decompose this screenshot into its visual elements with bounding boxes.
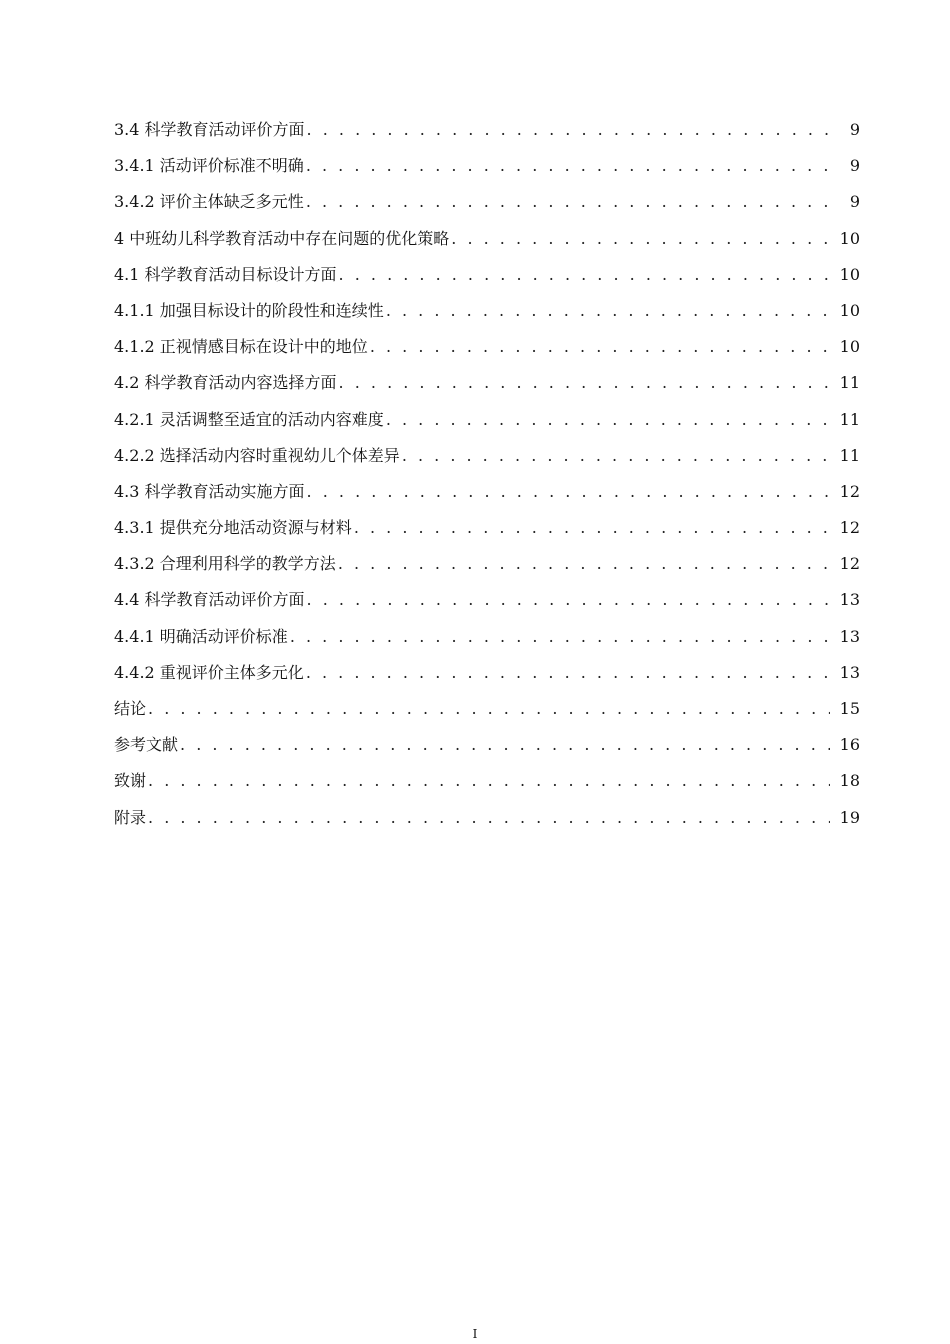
toc-entry[interactable]: [114, 695, 860, 731]
page-number: I: [472, 1327, 478, 1341]
toc-entry[interactable]: [114, 623, 860, 659]
toc-entry-page: 9: [849, 120, 860, 139]
toc-entry-page: 12: [839, 518, 860, 538]
toc-entry-title: 3.4 科学教育活动评价方面: [114, 120, 305, 139]
table-of-contents: [114, 116, 860, 840]
toc-entry-page: 11: [839, 373, 860, 393]
toc-entry-title: 4.3.1 提供充分地活动资源与材料: [114, 518, 352, 538]
toc-entry[interactable]: [114, 804, 860, 840]
toc-dot-leader: [306, 659, 830, 687]
toc-entry[interactable]: [114, 550, 860, 586]
toc-dot-leader: [402, 442, 830, 470]
toc-dot-leader: [306, 152, 840, 180]
toc-dot-leader: [148, 804, 830, 832]
toc-entry-page: 9: [849, 192, 860, 212]
toc-entry-page: 11: [839, 445, 860, 465]
toc-entry-title: 4.2.1 灵活调整至适宜的活动内容难度: [114, 409, 384, 429]
toc-entry-title: 4.1.1 加强目标设计的阶段性和连续性: [114, 300, 384, 320]
toc-entry[interactable]: [114, 333, 860, 369]
toc-entry[interactable]: [114, 225, 860, 261]
toc-dot-leader: [307, 478, 830, 506]
toc-entry-title: 4.1.2 正视情感目标在设计中的地位: [114, 337, 368, 357]
toc-dot-leader: [386, 297, 830, 325]
toc-dot-leader: [451, 225, 830, 253]
toc-dot-leader: [386, 406, 830, 434]
toc-entry[interactable]: [114, 514, 860, 550]
toc-entry[interactable]: [114, 478, 860, 514]
toc-entry-page: 19: [839, 807, 860, 827]
toc-entry-title: 4.4.1 明确活动评价标准: [114, 626, 288, 646]
toc-dot-leader: [307, 586, 830, 614]
toc-entry[interactable]: [114, 442, 860, 478]
toc-entry-page: 10: [839, 300, 860, 320]
toc-entry[interactable]: [114, 369, 860, 405]
toc-dot-leader: [338, 550, 830, 578]
toc-entry-page: 10: [839, 264, 860, 284]
toc-dot-leader: [180, 731, 830, 759]
toc-dot-leader: [306, 188, 840, 216]
toc-entry-title: 4 中班幼儿科学教育活动中存在问题的优化策略: [114, 228, 450, 248]
toc-entry-page: 13: [839, 590, 860, 610]
toc-entry[interactable]: [114, 261, 860, 297]
toc-entry[interactable]: [114, 659, 860, 695]
toc-dot-leader: [307, 116, 840, 144]
toc-dot-leader: [339, 369, 830, 397]
toc-dot-leader: [354, 514, 830, 542]
toc-entry-title: 4.4.2 重视评价主体多元化: [114, 662, 304, 682]
toc-entry-title: 3.4.1 活动评价标准不明确: [114, 156, 304, 176]
toc-dot-leader: [339, 261, 830, 289]
toc-entry[interactable]: [114, 586, 860, 622]
toc-entry-page: 10: [839, 228, 860, 248]
toc-entry-title: 4.2 科学教育活动内容选择方面: [114, 373, 337, 393]
toc-dot-leader: [148, 767, 830, 795]
toc-entry-title: 参考文献: [114, 735, 179, 755]
toc-entry-page: 16: [839, 735, 860, 755]
toc-entry[interactable]: [114, 767, 860, 803]
toc-entry-page: 11: [839, 409, 860, 429]
toc-entry-title: 4.4 科学教育活动评价方面: [114, 590, 305, 610]
toc-entry[interactable]: [114, 406, 860, 442]
toc-entry-page: 13: [839, 626, 860, 646]
toc-entry-title: 4.3 科学教育活动实施方面: [114, 481, 305, 501]
toc-entry-title: 结论: [114, 699, 147, 718]
toc-entry-title: 4.3.2 合理利用科学的教学方法: [114, 554, 336, 574]
toc-entry-title: 4.1 科学教育活动目标设计方面: [114, 264, 337, 284]
toc-entry-title: 附录: [114, 807, 147, 827]
toc-dot-leader: [148, 695, 830, 723]
toc-entry-page: 9: [849, 156, 860, 176]
toc-entry-page: 18: [839, 771, 860, 791]
toc-entry-title: 致谢: [114, 771, 147, 791]
toc-entry[interactable]: [114, 152, 860, 188]
toc-entry-page: 12: [839, 554, 860, 574]
toc-entry[interactable]: [114, 297, 860, 333]
toc-entry-page: 10: [839, 337, 860, 357]
toc-entry[interactable]: [114, 116, 860, 152]
toc-entry-page: 13: [839, 662, 860, 682]
toc-dot-leader: [370, 333, 830, 361]
toc-entry-page: 15: [839, 699, 860, 718]
toc-entry[interactable]: [114, 188, 860, 224]
toc-entry-title: 3.4.2 评价主体缺乏多元性: [114, 192, 304, 212]
toc-entry-page: 12: [839, 481, 860, 501]
toc-entry[interactable]: [114, 731, 860, 767]
toc-dot-leader: [290, 623, 830, 651]
toc-entry-title: 4.2.2 选择活动内容时重视幼儿个体差异: [114, 445, 400, 465]
